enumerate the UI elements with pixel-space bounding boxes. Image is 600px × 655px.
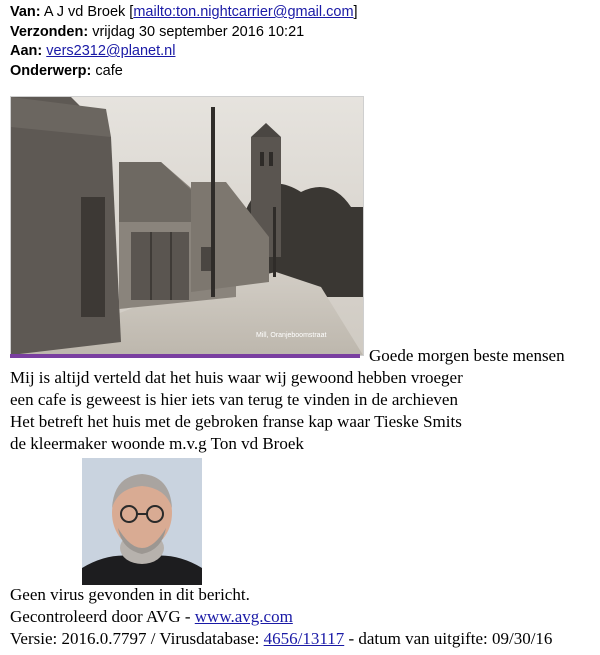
version-line [10, 628, 552, 650]
version-prefix: Versie: 2016.0.7797 / Virusdatabase: [10, 629, 264, 648]
portrait-photo [82, 458, 202, 585]
antivirus-footer [10, 584, 552, 650]
from-label: Van: [10, 4, 41, 20]
virus-database-link[interactable]: 4656/13117 [263, 629, 345, 648]
sent-label: Verzonden: [10, 23, 89, 40]
version-suffix: - datum van uitgifte: 09/30/16 [344, 629, 553, 648]
to-row [10, 42, 358, 62]
avg-checked-line [10, 606, 552, 628]
avg-checked-prefix: Gecontroleerd door AVG - [10, 607, 195, 626]
from-email-link[interactable]: mailto:ton.nightcarrier@gmail.com [133, 4, 354, 20]
avg-link[interactable]: www.avg.com [194, 607, 293, 626]
sent-row [10, 23, 358, 43]
message-line: een cafe is geweest is hier iets van terug te vinden in de archieven [10, 390, 458, 409]
subject-row [10, 62, 358, 82]
email-header [10, 3, 358, 81]
to-email-link[interactable]: vers2312@planet.nl [46, 43, 176, 59]
subject-value: cafe [95, 62, 123, 79]
photo-border-strip [10, 354, 360, 358]
virus-status-line: Geen virus gevonden in dit bericht. [10, 585, 250, 604]
to-label: Aan: [10, 43, 43, 59]
street-photo [10, 96, 364, 356]
message-line: de kleermaker woonde m.v.g Ton vd Broek [10, 434, 304, 453]
from-bracket: ] [353, 4, 358, 20]
message-body [10, 367, 463, 455]
from-row [10, 3, 358, 23]
sent-value: vrijdag 30 september 2016 10:21 [92, 23, 305, 40]
greeting-text: Goede morgen beste mensen [369, 346, 565, 365]
message-line: Het betreft het huis met de gebroken franse kap waar Tieske Smits [10, 412, 462, 431]
photo-caption: Mill, Oranjeboomstraat [256, 332, 327, 339]
subject-label: Onderwerp: [10, 62, 92, 79]
message-line: Mij is altijd verteld dat het huis waar wij gewoond hebben vroeger [10, 368, 463, 387]
from-name: A J vd Broek [ [43, 4, 134, 20]
